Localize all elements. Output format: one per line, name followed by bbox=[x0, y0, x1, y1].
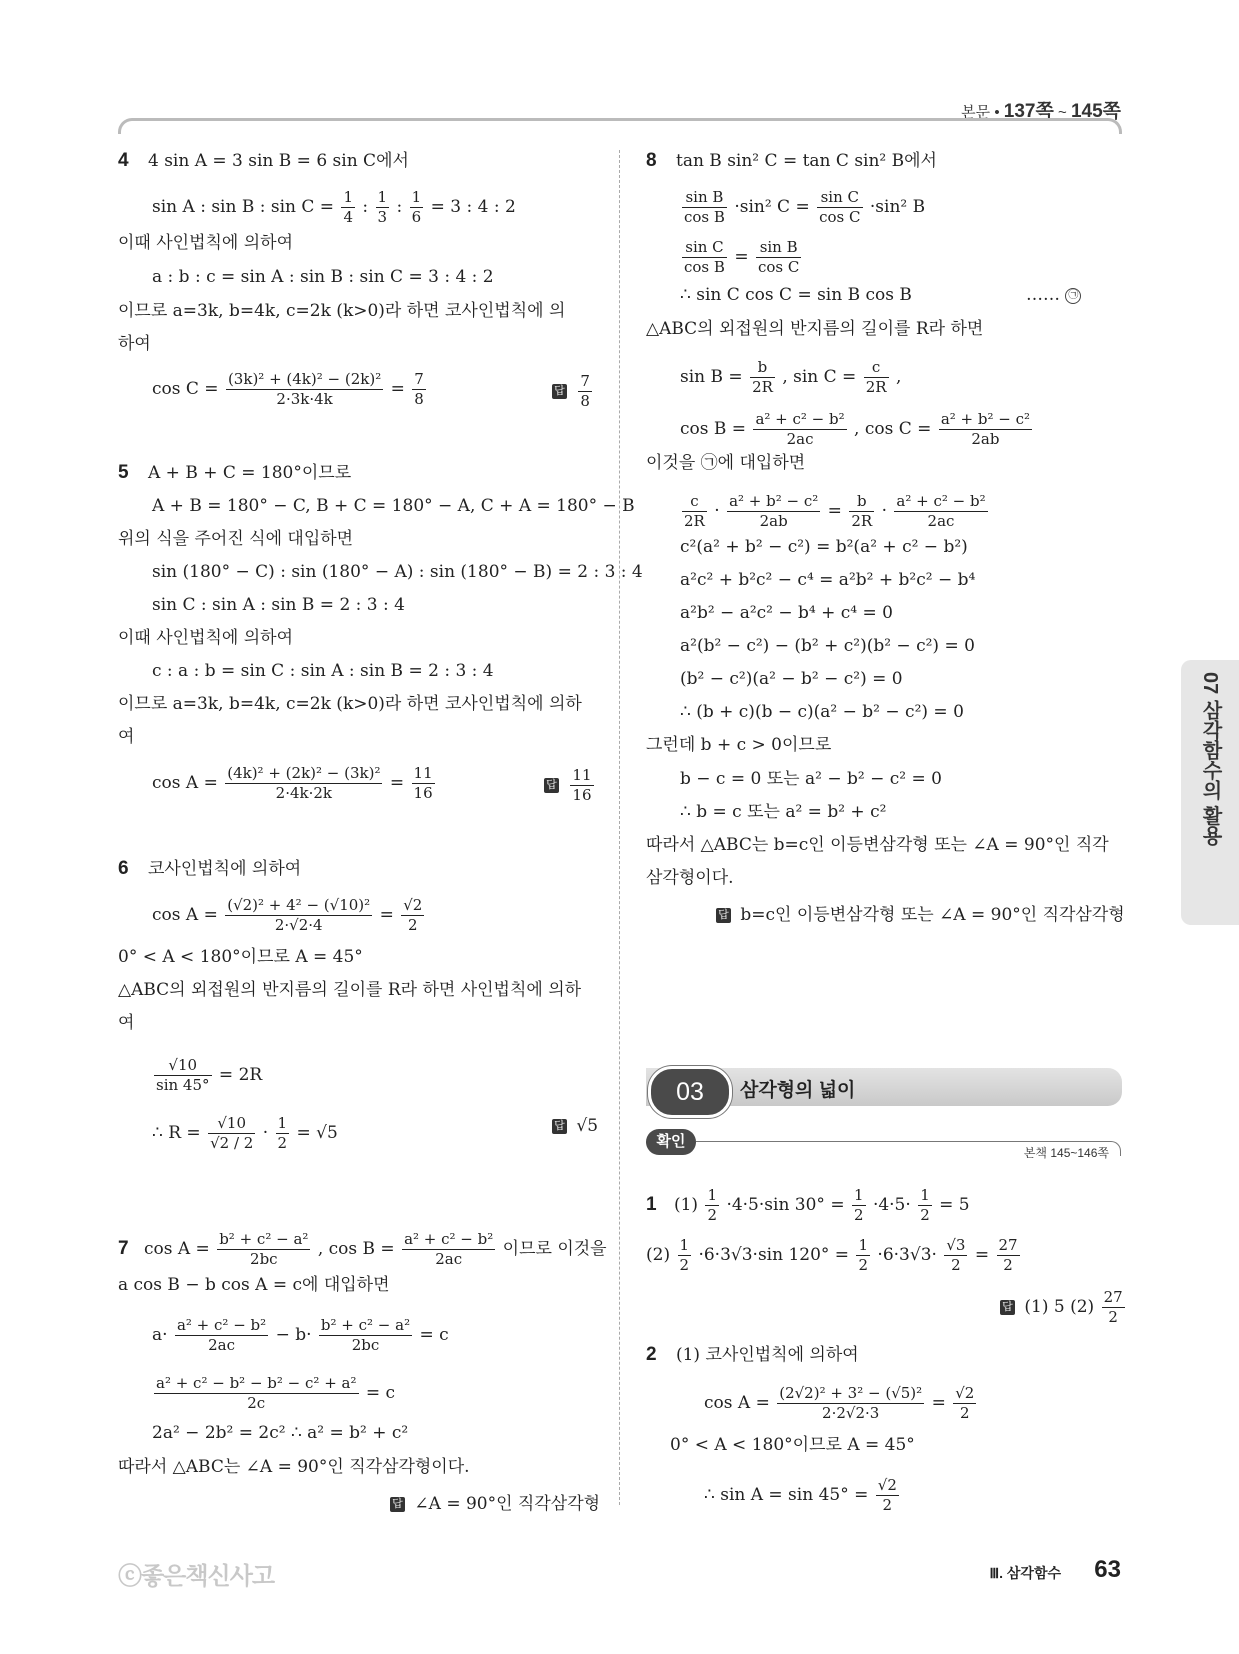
fraction: $\frac{c}{2R}$ bbox=[684, 492, 705, 530]
problem-number: 8 bbox=[646, 150, 657, 171]
problem-6-line-4: △ABC의 외접원의 반지름의 길이를 R라 하면 사인법칙에 의하 bbox=[118, 980, 582, 1000]
fraction: $\frac{11}{16}$ bbox=[572, 766, 592, 804]
circled-label-icon: ㉠ bbox=[1065, 288, 1081, 304]
question-1-answer: 답 (1) 5 (2) $\frac{27}{2}$ bbox=[1000, 1288, 1127, 1327]
answer-mark-icon: 답 bbox=[552, 384, 567, 399]
problem-4-cos-c: cos C = $\frac{\text{(3k)² + (4k)² − (2k)²}}{2\cdot 3k\cdot 4k}$ = $\frac{7}{8}$ bbox=[152, 370, 424, 408]
problem-number: 6 bbox=[118, 858, 129, 879]
problem-8-line-20: 삼각형이다. bbox=[646, 868, 734, 888]
page-reference: 본문 • 137쪽 ~ 145쪽 bbox=[961, 101, 1121, 122]
problem-6-line-1: 6 코사인법칙에 의하여 bbox=[118, 858, 302, 879]
fraction: $\frac{\text{a² + b² − c²}}{2ab}$ bbox=[729, 492, 819, 530]
problem-6-cos-a: cos A = $\frac{\text{(√2)² + 4² − (√10)²}}{2\cdot√2\cdot 4}$ = $\frac{√2}{2}$ bbox=[152, 896, 423, 934]
question-2-line-4: ∴ sin A = sin 45° = $\frac{√2}{2}$ bbox=[704, 1476, 897, 1514]
question-2-cos-a: cos A = $\frac{\text{(2√2)² + 3² − (√5)²}}{2\cdot 2√2\cdot 3}$ = $\frac{√2}{2}$ bbox=[704, 1384, 975, 1422]
problem-4-line-5: 이므로 a=3k, b=4k, c=2k (k>0)라 하면 코사인법칙에 의 bbox=[118, 301, 566, 321]
problem-8-line-6: sin B = $\frac{b}{2R}$ , sin C = $\frac{c}{2R}$ , bbox=[680, 358, 902, 396]
problem-5-line-2: A + B = 180° − C, B + C = 180° − A, C + A = 180° − B bbox=[152, 496, 635, 516]
problem-8-line-7: cos B = $\frac{\text{a² + c² − b²}}{2ac}$ , cos C = $\frac{\text{a² + b² − c²}}{2ab}$ bbox=[680, 410, 1031, 448]
problem-8-line-5: △ABC의 외접원의 반지름의 길이를 R라 하면 bbox=[646, 319, 984, 339]
fraction: $\frac{\text{sin B}}{\text{cos B}}$ bbox=[684, 188, 725, 226]
problem-8-line-10: c²(a² + b² − c²) = b²(a² + c² − b²) bbox=[680, 537, 968, 557]
problem-5-cos-a: cos A = $\frac{\text{(4k)² + (2k)² − (3k)²}}{2\cdot 4k\cdot 2k}$ = $\frac{11}{16}$ bbox=[152, 764, 433, 802]
problem-8-line-12: a²b² − a²c² − b⁴ + c⁴ = 0 bbox=[680, 603, 893, 623]
problem-8-line-13: a²(b² − c²) − (b² + c²)(b² − c²) = 0 bbox=[680, 636, 975, 656]
problem-8-line-11: a²c² + b²c² − c⁴ = a²b² + b²c² − b⁴ bbox=[680, 570, 976, 590]
problem-number: 1 bbox=[646, 1194, 657, 1215]
problem-8-line-15: ∴ (b + c)(b − c)(a² − b² − c²) = 0 bbox=[680, 702, 964, 722]
fraction: $\frac{1}{2}$ bbox=[707, 1186, 718, 1224]
fraction: $\frac{√10}{√2 / 2}$ bbox=[210, 1114, 254, 1152]
fraction: $\frac{27}{2}$ bbox=[1103, 1288, 1123, 1326]
publisher-logo: ⓒ좋은책신사고 bbox=[118, 1563, 275, 1590]
answer-mark-icon: 답 bbox=[552, 1119, 567, 1134]
problem-8-line-19: 따라서 △ABC는 b=c인 이등변삼각형 또는 ∠A = 90°인 직각 bbox=[646, 835, 1109, 855]
fraction: $\frac{1}{3}$ bbox=[377, 188, 388, 226]
fraction: $\frac{27}{2}$ bbox=[998, 1236, 1018, 1274]
problem-8-line-2: $\frac{\text{sin B}}{\text{cos B}}$ ·sin² C = $\frac{\text{sin C}}{\text{cos C}}$ ·sin² B bbox=[684, 188, 926, 226]
fraction: $\frac{b}{2R}$ bbox=[851, 492, 873, 530]
problem-7-line-6: 따라서 △ABC는 ∠A = 90°인 직각삼각형이다. bbox=[118, 1457, 470, 1477]
problem-8-line-18: ∴ b = c 또는 a² = b² + c² bbox=[680, 802, 887, 822]
problem-8-answer: 답 b=c인 이등변삼각형 또는 ∠A = 90°인 직각삼각형 bbox=[716, 900, 1125, 925]
fraction: $\frac{1}{2}$ bbox=[920, 1186, 930, 1224]
fraction: $\frac{\text{b² + c² − a²}}{2bc}$ bbox=[219, 1230, 309, 1268]
fraction: $\frac{√2}{2}$ bbox=[955, 1384, 975, 1422]
problem-8-line-17: b − c = 0 또는 a² − b² − c² = 0 bbox=[680, 769, 942, 789]
problem-8-line-3: $\frac{\text{sin C}}{\text{cos B}}$ = $\frac{\text{sin B}}{\text{cos C}}$ bbox=[684, 238, 800, 276]
problem-5-line-8: 이므로 a=3k, b=4k, c=2k (k>0)라 하면 코사인법칙에 의하 bbox=[118, 694, 582, 714]
problem-8-line-14: (b² − c²)(a² − b² − c²) = 0 bbox=[680, 669, 903, 689]
answer-mark-icon: 답 bbox=[716, 908, 731, 923]
problem-number: 7 bbox=[118, 1238, 129, 1259]
fraction: $\frac{\text{(2√2)² + 3² − (√5)²}}{2\cdot 2√2\cdot 3}$ bbox=[779, 1384, 923, 1422]
fraction: $\frac{1}{2}$ bbox=[277, 1114, 288, 1152]
answer-mark-icon: 답 bbox=[544, 778, 559, 793]
problem-5-line-6: 이때 사인법칙에 의하여 bbox=[118, 628, 294, 648]
problem-number: 5 bbox=[118, 462, 129, 483]
footer-chapter: Ⅲ. 삼각함수 bbox=[989, 1565, 1061, 1581]
answer-mark-icon: 답 bbox=[1000, 1300, 1015, 1315]
textbook-page-reference: 본책 145~146쪽 bbox=[1023, 1146, 1109, 1160]
problem-8-line-9: $\frac{c}{2R}$ · $\frac{\text{a² + b² − c²}}{2ab}$ = $\frac{b}{2R}$ · $\frac{\text{a² + c² − b²}}{2ac}$ bbox=[684, 492, 986, 530]
section-title: 삼각형의 넓이 bbox=[740, 1080, 856, 1101]
problem-6-sine-law: $\frac{√10}{\sin 45^\circ}$ = 2R bbox=[156, 1056, 263, 1094]
fraction: $\frac{1}{2}$ bbox=[679, 1236, 690, 1274]
fraction: $\frac{b}{2R}$ bbox=[752, 358, 773, 396]
problem-5-line-3: 위의 식을 주어진 식에 대입하면 bbox=[118, 529, 354, 549]
fraction: $\frac{\text{b² + c² − a²}}{2bc}$ bbox=[320, 1316, 411, 1354]
problem-number: 2 bbox=[646, 1344, 657, 1365]
fraction: $\frac{\text{(4k)² + (2k)² − (3k)²}}{2\cdot 4k\cdot 2k}$ bbox=[227, 764, 381, 802]
column-divider bbox=[619, 150, 620, 1505]
problem-number: 4 bbox=[118, 150, 129, 171]
fraction: $\frac{√10}{\sin 45^\circ}$ bbox=[156, 1056, 210, 1094]
fraction: $\frac{√2}{2}$ bbox=[403, 896, 423, 934]
problem-8-line-4: ∴ sin C cos C = sin B cos B bbox=[680, 285, 912, 305]
problem-4-ratio: sin A : sin B : sin C = $\frac{1}{4}$ : $\frac{1}{3}$ : $\frac{1}{6}$ = 3 : 4 : 2 bbox=[152, 188, 516, 226]
header-rule bbox=[118, 118, 1122, 134]
fraction: $\frac{\text{a² + c² − b²}}{2ac}$ bbox=[176, 1316, 267, 1354]
fraction: $\frac{√3}{2}$ bbox=[946, 1236, 966, 1274]
question-1-line-2: (2) $\frac{1}{2}$ ·6·3√3·sin 120° = $\frac{1}{2}$ ·6·3√3· $\frac{√3}{2}$ = $\frac{27}{2}$ bbox=[646, 1236, 1018, 1274]
fraction: $\frac{c}{2R}$ bbox=[865, 358, 887, 396]
fraction: $\frac{\text{(√2)² + 4² − (√10)²}}{2\cdot√2\cdot 4}$ bbox=[227, 896, 371, 934]
answer-mark-icon: 답 bbox=[390, 1497, 405, 1512]
fraction: $\frac{1}{4}$ bbox=[343, 188, 353, 226]
confirm-badge: 확인 bbox=[646, 1129, 696, 1155]
problem-4-answer bbox=[552, 372, 594, 411]
problem-7-line-1: 7 cos A = $\frac{\text{b² + c² − a²}}{2bc}$ , cos B = $\frac{\text{a² + c² − b²}}{2ac}$ 이므로 이것을 bbox=[118, 1230, 607, 1268]
problem-4-line-3: 이때 사인법칙에 의하여 bbox=[118, 233, 294, 253]
problem-7-answer: 답 ∠A = 90°인 직각삼각형 bbox=[390, 1489, 600, 1514]
problem-8-equation-tag: …… ㉠ bbox=[1026, 284, 1081, 306]
problem-7-line-5: 2a² − 2b² = 2c² ∴ a² = b² + c² bbox=[152, 1423, 409, 1443]
fraction: $\frac{1}{2}$ bbox=[858, 1236, 869, 1274]
problem-4-line-1: 4 4 sin A = 3 sin B = 6 sin C에서 bbox=[118, 150, 409, 171]
fraction: $\frac{\text{a² + b² − c²}}{2ab}$ bbox=[940, 410, 1031, 448]
problem-5-line-9: 여 bbox=[118, 727, 135, 747]
fraction: $\frac{\text{sin B}}{\text{cos C}}$ bbox=[757, 238, 800, 276]
fraction: $\frac{√2}{2}$ bbox=[877, 1476, 897, 1514]
fraction: $\frac{7}{8}$ bbox=[414, 370, 424, 408]
problem-7-line-3: a· $\frac{\text{a² + c² − b²}}{2ac}$ − b· $\frac{\text{b² + c² − a²}}{2bc}$ = c bbox=[152, 1316, 449, 1354]
fraction: $\frac{1}{6}$ bbox=[411, 188, 422, 226]
question-2-line-1: 2 (1) 코사인법칙에 의하여 bbox=[646, 1344, 859, 1365]
fraction: $\frac{\text{sin C}}{\text{cos C}}$ bbox=[819, 188, 861, 226]
problem-5-line-4: sin (180° − C) : sin (180° − A) : sin (180° − B) = 2 : 3 : 4 bbox=[152, 562, 643, 582]
fraction: $\frac{\text{(3k)² + (4k)² − (2k)²}}{2\cdot 3k\cdot 4k}$ bbox=[227, 370, 382, 408]
problem-8-line-1: 8 tan B sin² C = tan C sin² B에서 bbox=[646, 150, 937, 171]
question-2-line-3: 0° < A < 180°이므로 A = 45° bbox=[670, 1435, 915, 1455]
page-number: 63 bbox=[1094, 1556, 1121, 1583]
fraction: $\frac{\text{a² + c² − b²}}{2ac}$ bbox=[896, 492, 986, 530]
fraction: $\frac{11}{16}$ bbox=[413, 764, 433, 802]
problem-5-line-1: 5 A + B + C = 180°이므로 bbox=[118, 462, 352, 483]
question-1-line-1: 1 (1) $\frac{1}{2}$ ·4·5·sin 30° = $\frac{1}{2}$ ·4·5· $\frac{1}{2}$ = 5 bbox=[646, 1186, 970, 1224]
problem-7-line-4: $\frac{\text{a² + c² − b² − b² − c² + a²}}{2c}$ = c bbox=[156, 1374, 396, 1412]
fraction: $\frac{\text{sin C}}{\text{cos B}}$ bbox=[684, 238, 725, 276]
problem-6-line-3: 0° < A < 180°이므로 A = 45° bbox=[118, 947, 363, 967]
problem-6-answer: 답 √5 bbox=[552, 1116, 598, 1136]
problem-7-line-2: a cos B − b cos A = c에 대입하면 bbox=[118, 1275, 390, 1295]
fraction: $\frac{\text{a² + c² − b²}}{2ac}$ bbox=[404, 1230, 494, 1268]
fraction: $\frac{7}{8}$ bbox=[580, 372, 590, 410]
problem-6-radius: ∴ R = $\frac{√10}{√2 / 2}$ · $\frac{1}{2}$ = √5 bbox=[152, 1114, 338, 1152]
fraction: $\frac{\text{a² + c² − b²}}{2ac}$ bbox=[755, 410, 845, 448]
problem-5-line-5: sin C : sin A : sin B = 2 : 3 : 4 bbox=[152, 595, 405, 615]
chapter-side-tab-label: 07 삼각함수의 활용 bbox=[1199, 672, 1221, 846]
problem-6-line-5: 여 bbox=[118, 1013, 135, 1033]
section-number-badge: 03 bbox=[648, 1066, 732, 1118]
problem-8-line-8: 이것을 ㉠에 대입하면 bbox=[646, 453, 806, 473]
problem-5-line-7: c : a : b = sin C : sin A : sin B = 2 : 3 : 4 bbox=[152, 661, 494, 681]
fraction: $\frac{\text{a² + c² − b² − b² − c² + a²}}{2c}$ bbox=[156, 1374, 357, 1412]
problem-4-line-4: a : b : c = sin A : sin B : sin C = 3 : 4 : 2 bbox=[152, 267, 494, 287]
problem-8-line-16: 그런데 b + c > 0이므로 bbox=[646, 735, 832, 755]
problem-5-answer bbox=[544, 766, 596, 805]
fraction: $\frac{1}{2}$ bbox=[853, 1186, 864, 1224]
problem-4-line-6: 하여 bbox=[118, 334, 151, 354]
